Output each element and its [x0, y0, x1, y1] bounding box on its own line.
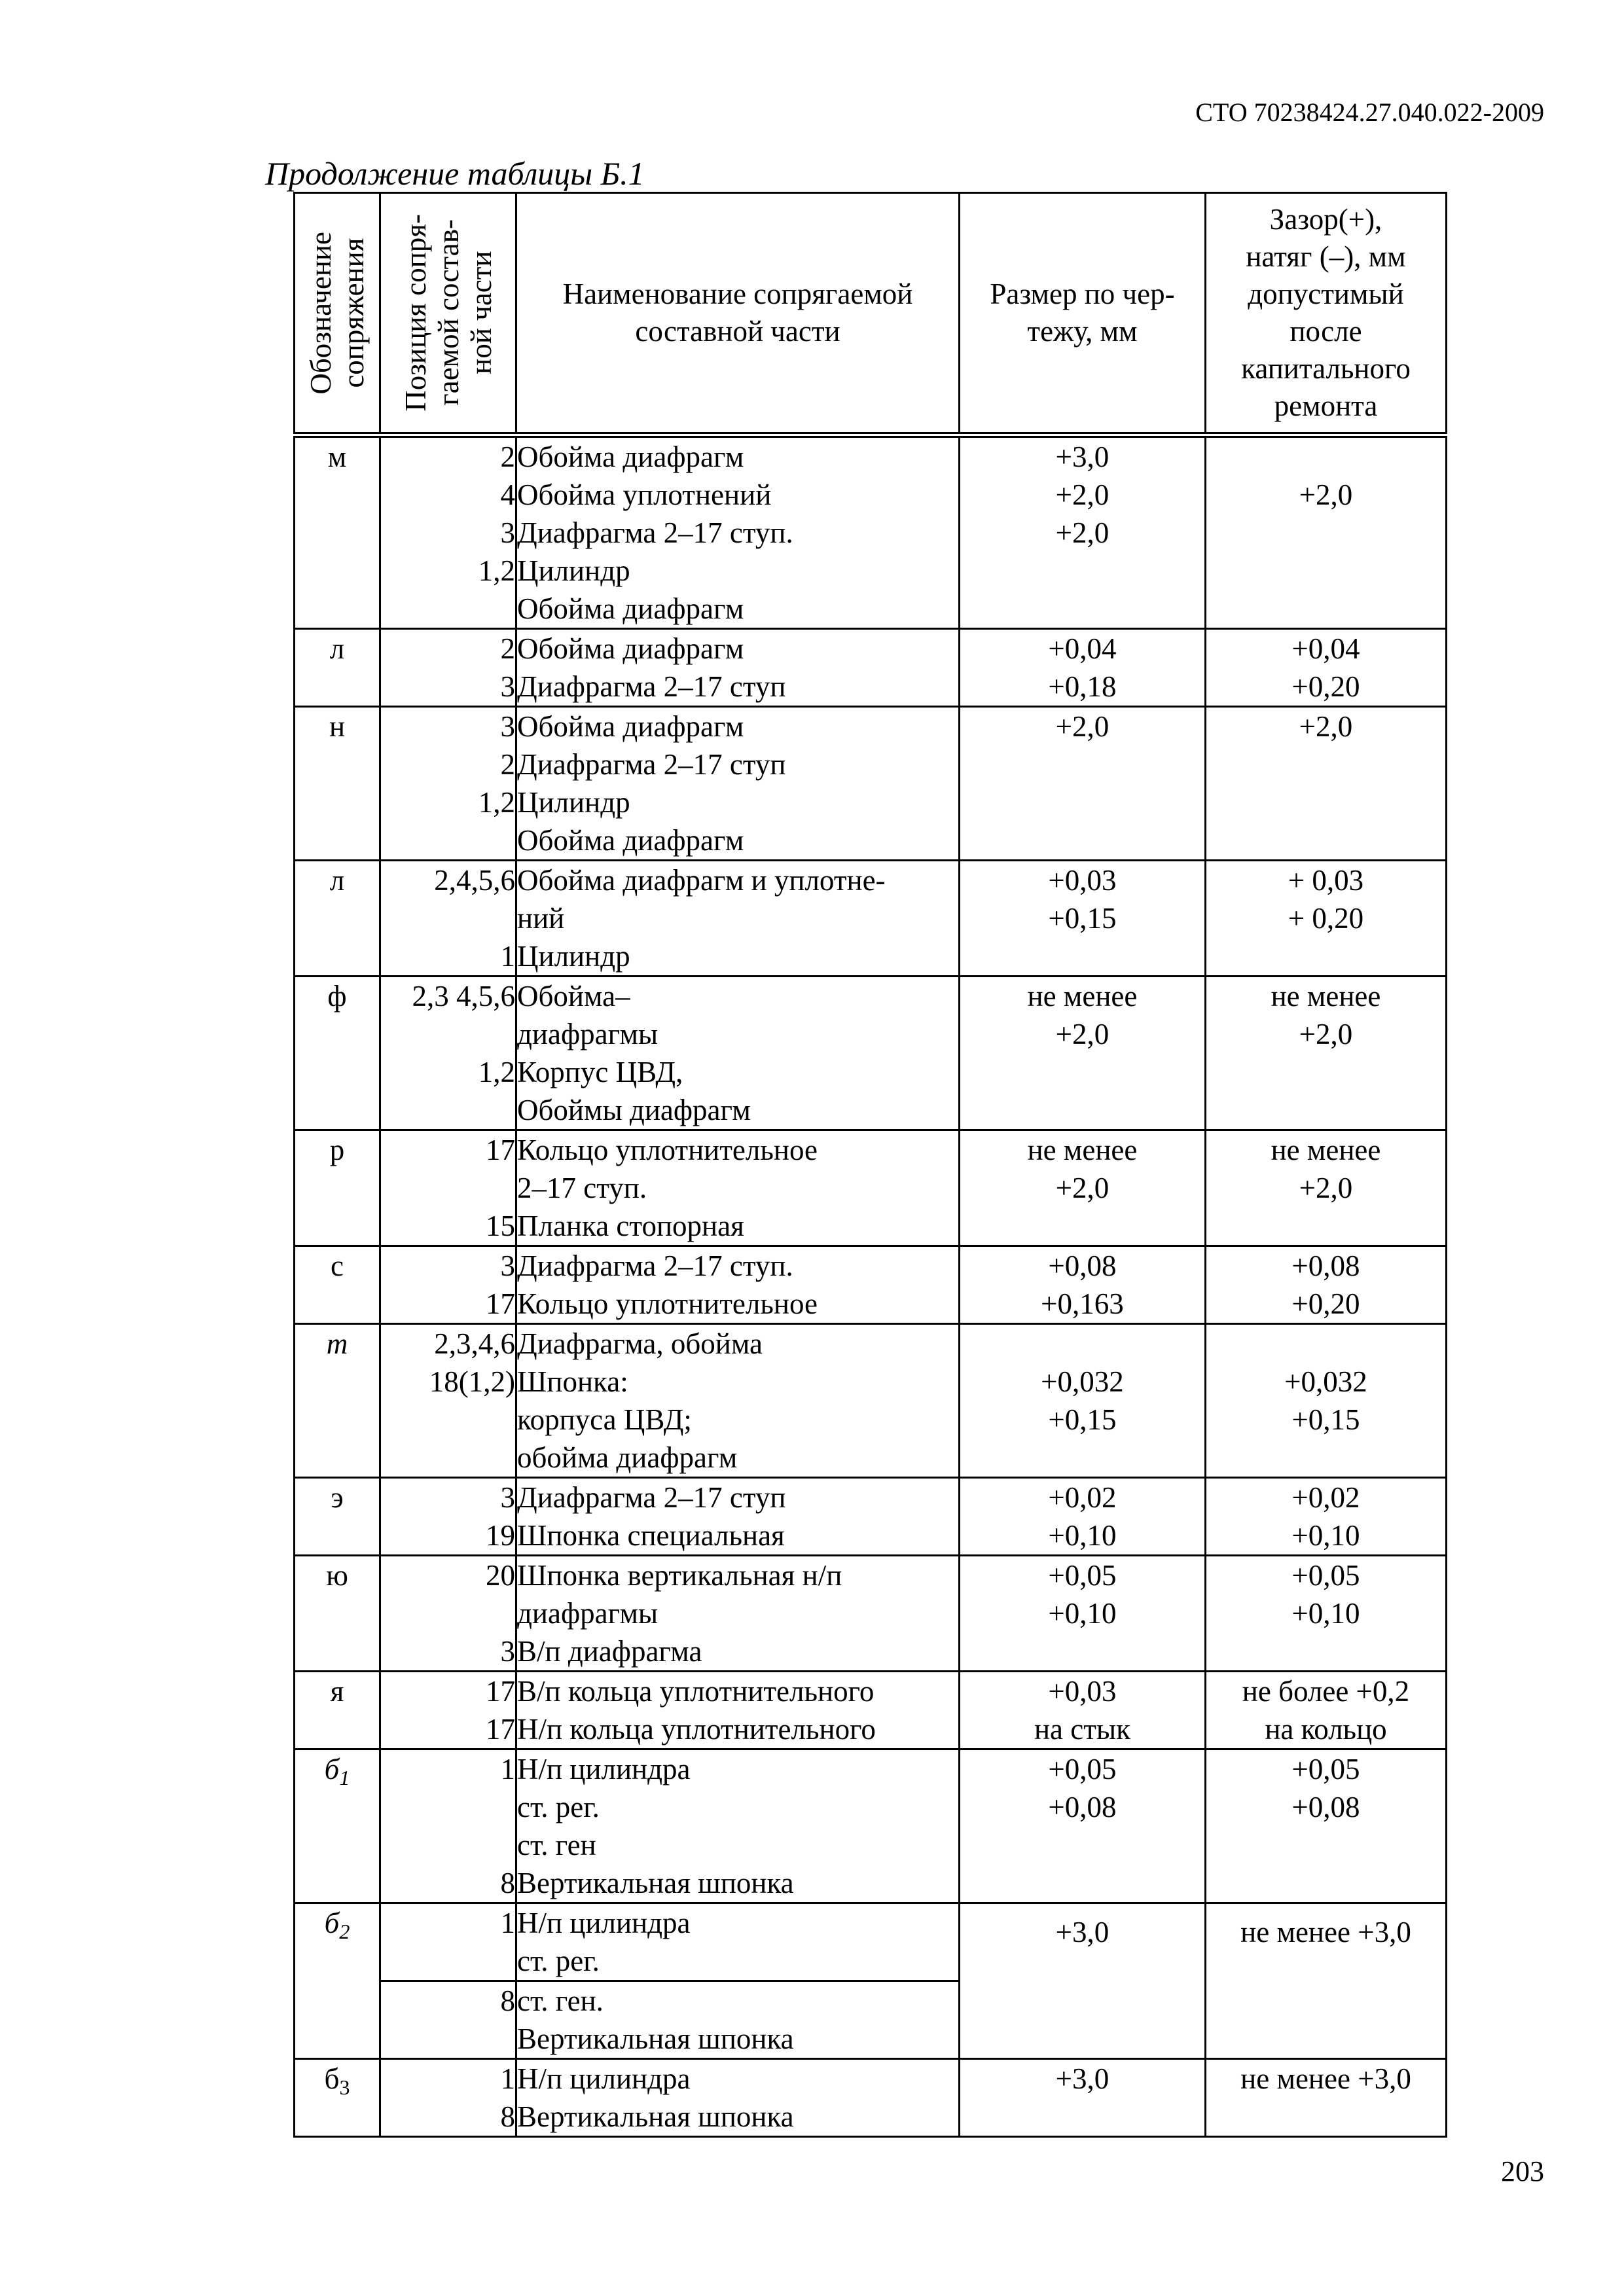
cell-position: 20 3 — [380, 1556, 516, 1672]
table-row — [295, 1130, 1447, 1246]
cell-name: Обойма диафрагм Диафрагма 2–17 ступ Цилиндр Обойма диафрагм — [516, 707, 960, 861]
col-header-gap: Зазор(+), натяг (–), мм допустимый после капитального ремонта — [1206, 193, 1447, 435]
cell-size: +3,0 — [960, 2059, 1206, 2137]
cell-gap: не менее +3,0 — [1206, 1903, 1447, 2059]
table-row — [295, 1672, 1447, 1749]
table-row — [295, 1246, 1447, 1324]
cell-position: 3 17 — [380, 1246, 516, 1324]
table-row — [295, 1749, 1447, 1903]
cell-size: +3,0 +2,0 +2,0 — [960, 435, 1206, 629]
cell-position: 1 — [380, 1903, 516, 1981]
table-header — [295, 193, 1447, 435]
table-row — [295, 435, 1447, 629]
cell-size: не менее +2,0 — [960, 1130, 1206, 1246]
cell-size: не менее +2,0 — [960, 977, 1206, 1130]
cell-name: Диафрагма, обойма Шпонка: корпуса ЦВД; обойма диафрагм — [516, 1324, 960, 1478]
cell-size: +0,08 +0,163 — [960, 1246, 1206, 1324]
cell-name: Н/п цилиндра Вертикальная шпонка — [516, 2059, 960, 2137]
cell-designation: н — [295, 707, 380, 861]
cell-gap: не менее +2,0 — [1206, 1130, 1447, 1246]
cell-name: Обойма диафрагм Обойма уплотнений Диафрагма 2–17 ступ. Цилиндр Обойма диафрагм — [516, 435, 960, 629]
cell-name: Диафрагма 2–17 ступ. Кольцо уплотнительное — [516, 1246, 960, 1324]
cell-size: +3,0 — [960, 1903, 1206, 2059]
cell-designation: т — [295, 1324, 380, 1478]
cell-designation: э — [295, 1478, 380, 1556]
cell-position: 1 8 — [380, 1749, 516, 1903]
table-continuation-title: Продолжение таблицы Б.1 — [265, 155, 645, 192]
cell-gap: не менее +3,0 — [1206, 2059, 1447, 2137]
table-row — [295, 1324, 1447, 1478]
cell-name: В/п кольца уплотнительного Н/п кольца уплотнительного — [516, 1672, 960, 1749]
cell-gap: +2,0 — [1206, 707, 1447, 861]
cell-size: +0,03 +0,15 — [960, 861, 1206, 977]
cell-designation: $б_1$ — [295, 1749, 380, 1903]
cell-size: +0,04 +0,18 — [960, 629, 1206, 707]
cell-position: 2,3 4,5,6 1,2 — [380, 977, 516, 1130]
cell-name: Обойма диафрагм Диафрагма 2–17 ступ — [516, 629, 960, 707]
cell-gap: не менее +2,0 — [1206, 977, 1447, 1130]
cell-name: Диафрагма 2–17 ступ Шпонка специальная — [516, 1478, 960, 1556]
cell-position: 8 — [380, 1981, 516, 2059]
cell-gap: +0,05 +0,10 — [1206, 1556, 1447, 1672]
table-row-b2 — [295, 1903, 1447, 1981]
cell-size: +0,02 +0,10 — [960, 1478, 1206, 1556]
col-header-position: Позиция сопря- гаемой состав- ной части — [380, 193, 516, 435]
cell-position: 2 4 3 1,2 — [380, 435, 516, 629]
cell-name: Н/п цилиндра ст. рег. — [516, 1903, 960, 1981]
page-number: 203 — [1501, 2155, 1544, 2187]
col-header-designation: Обозначение сопряжения — [295, 193, 380, 435]
cell-name: Н/п цилиндра ст. рег. ст. ген Вертикальная шпонка — [516, 1749, 960, 1903]
table-row — [295, 1556, 1447, 1672]
table-row-b3 — [295, 2059, 1447, 2137]
cell-designation: л — [295, 861, 380, 977]
cell-name: Кольцо уплотнительное 2–17 ступ. Планка стопорная — [516, 1130, 960, 1246]
cell-name: Шпонка вертикальная н/п диафрагмы В/п диафрагма — [516, 1556, 960, 1672]
cell-position: 17 17 — [380, 1672, 516, 1749]
cell-size: +0,05 +0,08 — [960, 1749, 1206, 1903]
cell-designation: $б_3$ — [295, 2059, 380, 2137]
cell-position: 17 15 — [380, 1130, 516, 1246]
cell-name: Обойма– диафрагмы Корпус ЦВД, Обоймы диафрагм — [516, 977, 960, 1130]
col-header-name: Наименование сопрягаемой составной части — [516, 193, 960, 435]
cell-gap: +0,05 +0,08 — [1206, 1749, 1447, 1903]
cell-size: +0,05 +0,10 — [960, 1556, 1206, 1672]
cell-gap: +0,08 +0,20 — [1206, 1246, 1447, 1324]
cell-position: 3 19 — [380, 1478, 516, 1556]
table-row — [295, 707, 1447, 861]
cell-designation: ф — [295, 977, 380, 1130]
cell-designation: $б_2$ — [295, 1903, 380, 2059]
cell-designation: м — [295, 435, 380, 629]
table-row — [295, 1478, 1447, 1556]
cell-gap: +0,04 +0,20 — [1206, 629, 1447, 707]
table-row — [295, 629, 1447, 707]
cell-size: +2,0 — [960, 707, 1206, 861]
mating-parts-table — [293, 192, 1447, 2138]
cell-gap: +2,0 — [1206, 435, 1447, 629]
col-header-size: Размер по чер- тежу, мм — [960, 193, 1206, 435]
cell-name: ст. ген. Вертикальная шпонка — [516, 1981, 960, 2059]
cell-designation: л — [295, 629, 380, 707]
cell-designation: ю — [295, 1556, 380, 1672]
cell-name: Обойма диафрагм и уплотне- ний Цилиндр — [516, 861, 960, 977]
cell-designation: я — [295, 1672, 380, 1749]
cell-designation: р — [295, 1130, 380, 1246]
cell-position: 2,3,4,6 18(1,2) — [380, 1324, 516, 1478]
cell-gap: не более +0,2 на кольцо — [1206, 1672, 1447, 1749]
cell-gap: +0,032 +0,15 — [1206, 1324, 1447, 1478]
cell-size: +0,03 на стык — [960, 1672, 1206, 1749]
document-code: СТО 70238424.27.040.022-2009 — [1195, 98, 1544, 127]
table-row — [295, 861, 1447, 977]
cell-designation: с — [295, 1246, 380, 1324]
cell-size: +0,032 +0,15 — [960, 1324, 1206, 1478]
cell-gap: +0,02 +0,10 — [1206, 1478, 1447, 1556]
cell-position: 3 2 1,2 — [380, 707, 516, 861]
cell-position: 2,4,5,6 1 — [380, 861, 516, 977]
cell-position: 2 3 — [380, 629, 516, 707]
table-body — [295, 435, 1447, 2137]
cell-gap: + 0,03 + 0,20 — [1206, 861, 1447, 977]
cell-position: 1 8 — [380, 2059, 516, 2137]
table-row — [295, 977, 1447, 1130]
